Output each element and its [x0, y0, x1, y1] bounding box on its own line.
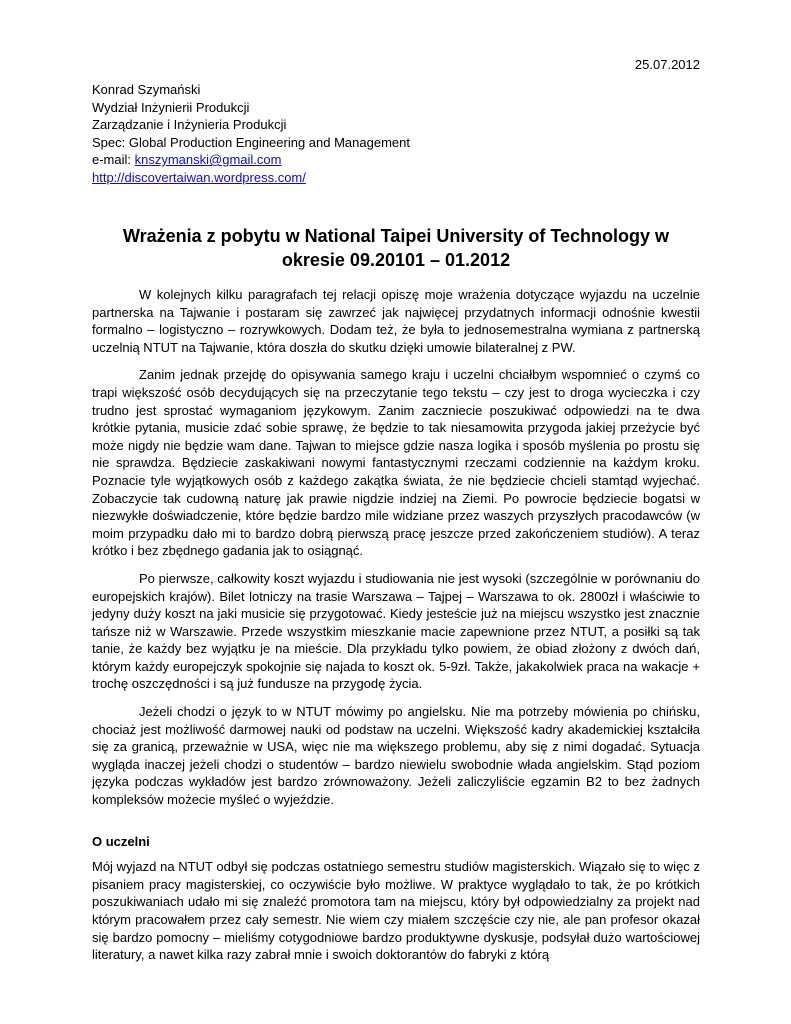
- blog-link[interactable]: http://discovertaiwan.wordpress.com/: [92, 169, 306, 185]
- author-email-line: [92, 151, 700, 169]
- document-date: 25.07.2012: [634, 57, 700, 72]
- paragraph-language: Jeżeli chodzi o język to w NTUT mówimy po angielsku. Nie ma potrzeby mówienia po chińsku, chociaż jest możliwość darmowej nauki od podstaw na uczelni. Większość kadry akademickiej kształciła się za granicą, przeważnie w USA, więc nie ma większego problemu, aby się z nimi dogadać. Sytuacja wygląda inaczej jeżeli chodzi o studentów – bardzo niewielu swobodnie włada angielskim. Stąd poziom języka podczas wykładów jest bardzo zrównoważony. Jeżeli zaliczyliście egzamin B2 to bez żadnych kompleksów możecie myśleć o wyjeździe.: [92, 704, 700, 808]
- section-heading-university: O uczelni: [92, 833, 150, 849]
- email-link[interactable]: knszymanski@gmail.com: [134, 152, 282, 167]
- document-title: Wrażenia z pobytu w National Taipei University of Technology w okresie 09.20101 – 01.2012: [122, 226, 670, 270]
- author-faculty: Wydział Inżynierii Produkcji: [92, 99, 250, 115]
- author-name: Konrad Szymański: [92, 82, 201, 97]
- paragraph-intro: W kolejnych kilku paragrafach tej relacji opiszę moje wrażenia dotyczące wyjazdu na uczelnie partnerska na Tajwanie i postaram się zawrzeć jak najwięcej przydatnych informacji odnośnie kwestii formalno – logistyczno – rozrywkowych. Dodam też, że była to jednosemestralna wymiana z partnerską uczelnią NTUT na Tajwanie, która doszła do skutku dzięki umowie bilateralnej z PW.: [92, 287, 700, 355]
- paragraph-costs: Po pierwsze, całkowity koszt wyjazdu i studiowania nie jest wysoki (szczególnie w porównaniu do europejskich krajów). Bilet lotniczy na trasie Warszawa – Tajpej – Warszawa to ok. 2800zł i właściwie to jedyny duży koszt na jaki musicie się przygotować. Kiedy jesteście już na miejscu wszystko jest znacznie tańsze niż w Warszawie. Przede wszystkim mieszkanie macie zapewnione przez NTUT, a posiłki są tak tanie, że każdy bez wyjątku je na mieście. Dla przykładu tylko powiem, że obiad złożony z dwóch dań, którym każdy europejczyk spokojnie się najada to koszt ok. 5-9zł. Także, jakakolwiek praca na wakacje + trochę oszczędności i są już fundusze na przygodę życia.: [92, 570, 700, 692]
- author-info: [92, 81, 700, 186]
- paragraph-motivation: Zanim jednak przejdę do opisywania samego kraju i uczelni chciałbym wspomnieć o czymś co trapi większość osób decydujących się na przeczytanie tego tekstu – czy jest to droga wycieczka i czy trudno jest sprostać wymaganiom językowym. Zanim zaczniecie poszukiwać odpowiedzi na te dwa krótkie pytania, musicie zdać sobie sprawę, że będzie to tak niesamowita przygoda jakiej przeżycie być może nigdy nie będzie wam dane. Tajwan to miejsce gdzie nasza logika i sposób myślenia po prostu się nie sprawdza. Będziecie zaskakiwani nowymi fantastycznymi rzeczami codziennie na każdym kroku. Poznacie tyle wyjątkowych osób z każdego zakątka świata, że nie będziecie chcieli stamtąd wyjechać. Zobaczycie tak cudowną naturę jak prawie nigdzie indziej na Ziemi. Po powrocie będziecie bogatsi w niezwykłe doświadczenie, które będzie bardzo mile widziane przez waszych przyszłych pracodawców (w moim przypadku dało mi to bardzo dobrą pierwszą pracę jeszcze przed zakończeniem studiów). A teraz krótko i bez zbędnego gadania jak to osiągnąć.: [92, 367, 700, 559]
- email-label: e-mail:: [92, 152, 135, 167]
- paragraph-university: Mój wyjazd na NTUT odbył się podczas ostatniego semestru studiów magisterskich. Wiązało się to więc z pisaniem pracy magisterskiej, co oczywiście było możliwe. W praktyce wyglądało to tak, że po krótkich poszukiwaniach udało mi się znaleźć promotora tam na miejscu, który był odpowiedzialny za projekt nad którym pracowałem przez cały semestr. Nie wiem czy miałem szczęście czy nie, ale pan profesor okazał się bardzo pomocny – mieliśmy cotygodniowe bardzo produktywne dyskusje, podsyłał dużo wartościowej literatury, a nawet kilka razy zabrał mnie i swoich doktorantów do fabryki z którą: [92, 859, 700, 963]
- author-specialization: Spec: Global Production Engineering and Management: [92, 134, 410, 150]
- author-blog-line: [92, 169, 700, 187]
- author-field: Zarządzanie i Inżynieria Produkcji: [92, 117, 287, 132]
